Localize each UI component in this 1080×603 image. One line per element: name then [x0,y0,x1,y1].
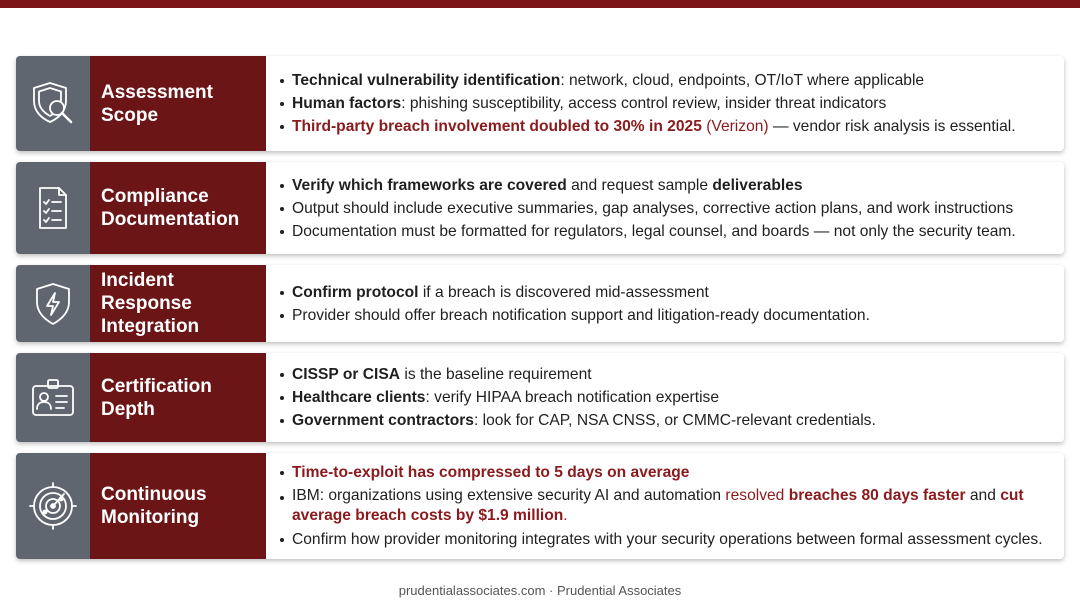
bullet-item [280,92,1050,115]
bullet-item [280,304,1050,327]
row-compliance-documentation [16,162,1064,254]
icon-cell [16,453,90,559]
row-content [266,265,1064,342]
icon-cell [16,56,90,151]
top-accent-bar [0,0,1080,8]
bullet-highlight: Third-party breach involvement doubled to 30% in 2025 [292,118,702,135]
bullet-bold: Verify which frameworks are covered [292,176,567,194]
row-content [266,453,1064,559]
bullet-highlight: cut average breach costs by $1.9 million [292,487,1024,524]
row-content [266,162,1064,254]
shield-lightning-icon [28,279,78,329]
row-content [266,56,1064,151]
bullet-bold: Government contractors [292,412,474,429]
bullet-bold: Human factors [292,95,402,112]
consideration-list [16,56,1064,570]
bullet-highlight: Time-to-exploit has compressed to 5 days on average [292,464,690,481]
row-continuous-monitoring [16,453,1064,559]
row-title: Continuous Monitoring [101,484,207,528]
bullet-text: Output should include executive summaries, gap analyses, corrective action plans, and work instructions [292,199,1014,217]
checklist-document-icon [28,183,78,233]
bullet-text: and [965,487,1001,504]
row-title: Compliance Documentation [101,186,240,230]
id-badge-icon [28,373,78,423]
bullet-highlight-text: . [563,507,568,524]
bullet-bold: CISSP or CISA [292,366,401,383]
footer-text: prudentialassociates.com · Prudential Associates [398,583,682,598]
bullet-text: Provider should offer breach notification support and litigation-ready documentation. [292,306,870,324]
shield-search-icon [28,79,78,129]
bullet-text: IBM: organizations using extensive security AI and automation [292,487,726,504]
bullet-text: : look for CAP, NSA CNSS, or CMMC-relevant credentials. [473,412,876,429]
bullet-item [280,115,1050,138]
row-incident-response [16,265,1064,342]
bullet-text: — vendor risk analysis is essential. [768,118,1016,135]
icon-cell [16,162,90,254]
row-certification-depth [16,353,1064,442]
bullet-bold: Technical vulnerability identification [292,72,561,89]
bullet-item [280,69,1050,92]
icon-cell [16,353,90,442]
bullet-item [280,281,1050,304]
bullet-text: if a breach is discovered mid-assessment [418,283,709,301]
row-content [266,353,1064,442]
bullet-bold: deliverables [712,176,803,194]
row-title-cell [90,353,266,442]
row-assessment-scope [16,56,1064,151]
bullet-item [280,486,1050,526]
bullet-highlight-source: (Verizon) [701,118,769,135]
icon-cell [16,265,90,342]
row-title-cell [90,265,266,342]
row-title-cell [90,453,266,559]
bullet-text: : network, cloud, endpoints, OT/IoT where applicable [560,72,925,89]
row-title-cell [90,162,266,254]
bullet-text: Documentation must be formatted for regulators, legal counsel, and boards — not only the security team. [292,222,1016,240]
bullet-text: is the baseline requirement [400,366,592,383]
row-title: Certification Depth [101,375,212,420]
bullet-item [280,363,1050,386]
bullet-text: : verify HIPAA breach notification expertise [425,389,720,406]
row-title-cell [90,56,266,151]
bullet-bold: Healthcare clients [292,389,426,406]
bullet-highlight: breaches 80 days faster [788,487,966,504]
bullet-item [280,528,1050,551]
row-title: Incident Response Integration [101,270,200,337]
bullet-text: : phishing susceptibility, access control review, insider threat indicators [401,95,887,112]
bullet-highlight-text: resolved [725,487,789,504]
bullet-bold: Confirm protocol [292,283,419,301]
bullet-item [280,197,1050,220]
bullet-text: Confirm how provider monitoring integrates with your security operations between formal assessment cycles. [292,531,1043,548]
bullet-item [280,409,1050,432]
bullet-item [280,174,1050,197]
bullet-item [280,386,1050,409]
bullet-text: and request sample [566,176,713,194]
row-title: Assessment Scope [101,81,213,126]
bullet-item [280,461,1050,484]
radar-icon [28,481,78,531]
bullet-item [280,220,1050,243]
